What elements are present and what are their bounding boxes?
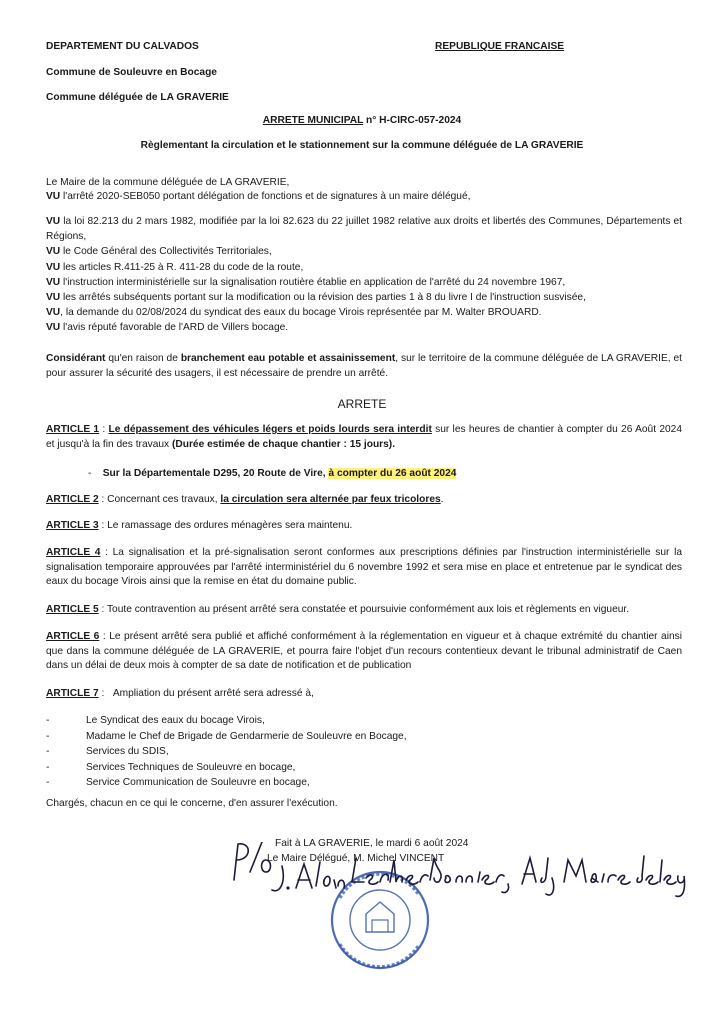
article-5: ARTICLE 5 : Toute contravention au présent arrêté sera constatée et poursuivie conformément aux lois et règlements en vigueur. — [46, 604, 630, 615]
title-label: ARRETE MUNICIPAL — [262, 115, 364, 126]
republic-heading: REPUBLIQUE FRANCAISE — [435, 41, 565, 52]
list-item: - Service Communication de Souleuvre en bocage, — [46, 776, 407, 792]
vu-line: VU les articles R.411-25 à R. 411-28 du code de la route, — [46, 262, 304, 273]
closing-line: Chargés, chacun en ce qui le concerne, d'en assurer l'exécution. — [46, 798, 338, 809]
vu-line: VU l'avis réputé favorable de l'ARD de Villers bocage. — [46, 322, 289, 333]
document-title — [0, 114, 724, 129]
list-item: - Le Syndicat des eaux du bocage Virois, — [46, 714, 407, 730]
vu-line: VU l'arrêté 2020-SEB050 portant délégation de fonctions et de signatures à un maire délégué, — [46, 191, 471, 202]
article-2: ARTICLE 2 : Concernant ces travaux, la circulation sera alternée par feux tricolores. — [46, 494, 444, 505]
commune-deleguee-heading: Commune déléguée de LA GRAVERIE — [46, 92, 229, 103]
article-4: ARTICLE 4 : La signalisation et la pré-signalisation seront conformes aux prescriptions définies par l'instruction interministérielle sur la signalisation temporaire approuvées par l'arrêté interministériel du 6 novembre 1992 et sera mise en place et entretenue par le syndicat des eaux du bocage Virois ainsi que la remise en état du domaine public. — [46, 547, 682, 587]
list-item: - Services Techniques de Souleuvre en bocage, — [46, 761, 407, 777]
arrete-heading: ARRETE — [337, 397, 387, 411]
article-1: ARTICLE 1 : Le dépassement des véhicules légers et poids lourds sera interdit sur les heures de chantier à compter du 26 Août 2024 et jusqu'à la fin des travaux (Durée estimée de chaque chantier : 15 jours). — [46, 424, 682, 450]
vu-line: VU les arrêtés subséquents portant sur la modification ou la révision des parties 1 à 8 du livre I de l'instruction susvisée, — [46, 292, 586, 303]
vu-line: VU l'instruction interministérielle sur la signalisation routière établie en application de l'arrêté du 24 novembre 1967, — [46, 277, 566, 288]
article-6: ARTICLE 6 : Le présent arrêté sera publié et affiché conformément à la réglementation en vigueur et à chaque extrémité du chantier ainsi que dans la commune déléguée de LA GRAVERIE, et pourra faire l'objet d'un recours contentieux devant le tribunal administratif de Caen dans un délai de deux mois à compter de sa date de notification et de publication — [46, 631, 683, 671]
signature-stamp-area — [230, 842, 690, 1012]
vu-line: VU le Code Général des Collectivités Territoriales, — [46, 246, 272, 257]
commune-heading: Commune de Souleuvre en Bocage — [46, 67, 217, 78]
list-item: - Services du SDIS, — [46, 745, 407, 761]
document-subtitle: Règlementant la circulation et le stationnement sur la commune déléguée de LA GRAVERIE — [140, 140, 584, 151]
recipient-list — [46, 714, 407, 792]
title-number: n° H-CIRC-057-2024 — [363, 115, 462, 126]
article-7: ARTICLE 7 : Ampliation du présent arrêté sera adressé à, — [46, 688, 314, 699]
signature-mayor: Le Maire Délégué, M. Michel VINCENT — [267, 853, 445, 864]
vu-line: VU, la demande du 02/08/2024 du syndicat des eaux du bocage Virois représentée par M. Walter BROUARD. — [46, 307, 542, 318]
vu-line: VU la loi 82.213 du 2 mars 1982, modifiée par la loi 82.623 du 22 juillet 1982 relative aux droits et libertés des Communes, Départements et Régions, — [46, 216, 682, 242]
list-item: - Madame le Chef de Brigade de Gendarmerie de Souleuvre en Bocage, — [46, 730, 407, 746]
considerant-paragraph: Considérant qu'en raison de branchement eau potable et assainissement, sur le territoire de la commune déléguée de LA GRAVERIE, et pour assurer la sécurité des usagers, il est nécessaire de prendre un arrêté. — [46, 353, 683, 379]
department-heading: DEPARTEMENT DU CALVADOS — [46, 41, 199, 52]
article-1-location: - Sur la Départementale D295, 20 Route de Vire, à compter du 26 août 2024 — [88, 468, 457, 479]
date-highlight: à compter du 26 août 2024 — [328, 468, 457, 479]
handwritten-signature-icon — [234, 842, 685, 896]
mayor-line: Le Maire de la commune déléguée de LA GRAVERIE, — [46, 177, 290, 188]
commune-stamp-icon — [332, 872, 428, 968]
article-3: ARTICLE 3 : Le ramassage des ordures ménagères sera maintenu. — [46, 520, 353, 531]
signature-place-date: Fait à LA GRAVERIE, le mardi 6 août 2024 — [275, 838, 469, 849]
